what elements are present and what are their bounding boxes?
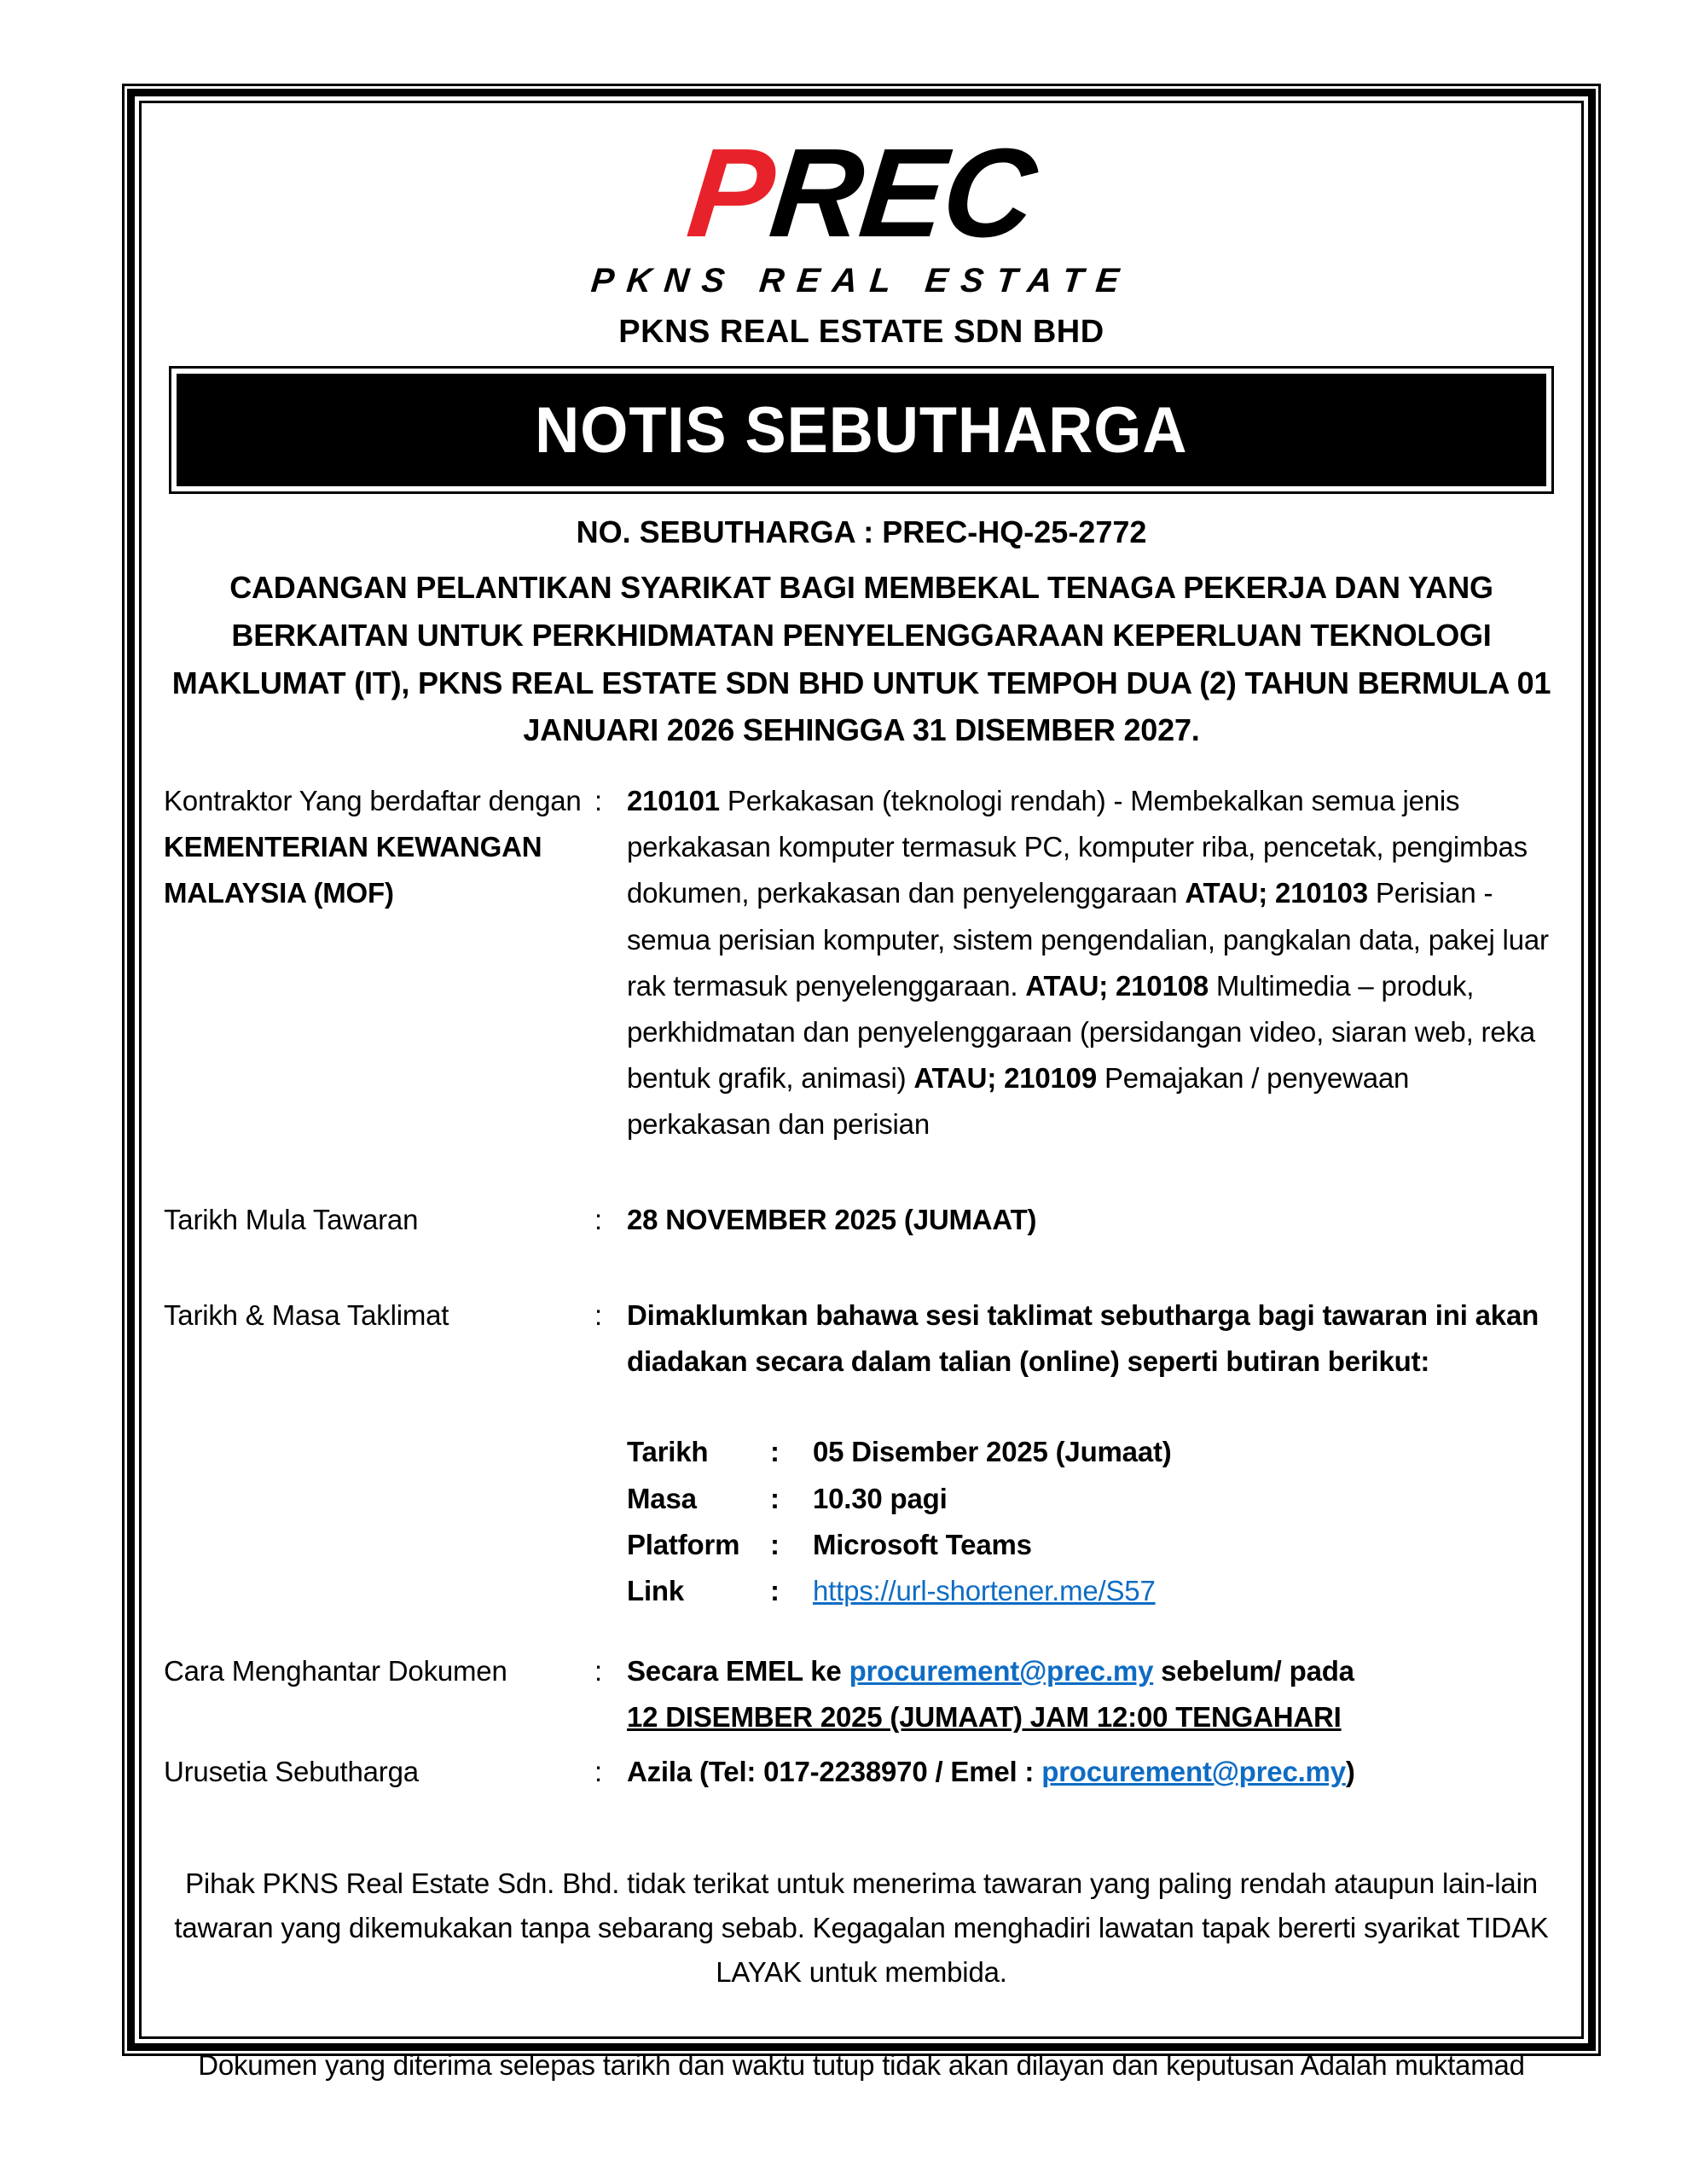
row-briefing-label: Tarikh & Masa Taklimat [164,1299,449,1332]
secretariat-pre-text: Azila (Tel: 017-2238970 / Emel : [627,1756,1042,1788]
briefing-link-label: Link [627,1574,685,1606]
row-briefing-value [627,1292,1559,1614]
briefing-date-label: Tarikh [627,1436,709,1468]
row-mof-registration [164,778,1559,1147]
row-secretariat [164,1749,1559,1795]
row-submission-colon: : [594,1654,602,1687]
briefing-platform-label: Platform [627,1528,740,1560]
row-submission-value [627,1648,1559,1740]
row-mof-label [164,778,594,1147]
briefing-time-value: 10.30 pagi [813,1482,948,1514]
banner-title: NOTIS SEBUTHARGA [535,393,1188,467]
mof-code-210109: ATAU; 210109 [913,1061,1097,1094]
mof-desc-4: Pemajakan / penyewaan perkakasan dan perisian [627,1061,1410,1140]
briefing-detail-link [627,1568,1559,1614]
row-secretariat-label: Urusetia Sebutharga [164,1756,419,1788]
row-secretariat-colon: : [594,1756,602,1788]
row-start-date-label: Tarikh Mula Tawaran [164,1204,419,1236]
prec-logo-letters-rec: REC [764,123,1041,264]
secretariat-post-text: ) [1345,1756,1355,1788]
notice-banner [169,366,1554,494]
row-start-date-value: 28 NOVEMBER 2025 (JUMAAT) [627,1204,1037,1236]
briefing-intro: Dimaklumkan bahawa sesi taklimat sebutharga bagi tawaran ini akan diadakan secara dalam talian (online) seperti butiran berikut: [627,1299,1539,1378]
briefing-date-colon: : [770,1436,780,1468]
row-mof-value [627,778,1559,1147]
mof-code-210103: ATAU; 210103 [1185,877,1368,909]
mof-desc-3: Multimedia – produk, perkhidmatan dan penyelenggaraan (persidangan video, siaran web, reka bentuk grafik, animasi) [627,969,1535,1094]
briefing-detail-date [627,1429,1559,1475]
subject-paragraph: CADANGAN PELANTIKAN SYARIKAT BAGI MEMBEKAL TENAGA PEKERJA DAN YANG BERKAITAN UNTUK PERKHIDMATAN PENYELENGGARAAN KEPERLUAN TEKNOLOGI MAKLUMAT (IT), PKNS REAL ESTATE SDN BHD UNTUK TEMPOH DUA (2) TAHUN BERMULA 01 JANUARI 2026 SEHINGGA 31 DISEMBER 2027. [171,570,1551,748]
briefing-platform-value: Microsoft Teams [813,1528,1032,1560]
briefing-detail-platform [627,1522,1559,1568]
row-secretariat-value [627,1749,1559,1795]
briefing-detail-time [627,1476,1559,1522]
briefing-time-label: Masa [627,1482,697,1514]
submission-post-text: sebelum/ pada [1153,1654,1354,1687]
quotation-ref-no: NO. SEBUTHARGA : PREC-HQ-25-2772 [576,514,1147,549]
briefing-time-colon: : [770,1482,780,1514]
procurement-email-link[interactable]: procurement@prec.my [849,1654,1154,1687]
page-frame [122,84,1601,2081]
prec-logo-wordmark [681,123,1041,264]
teams-meeting-link[interactable]: https://url-shortener.me/S57 [813,1574,1156,1606]
briefing-details [627,1429,1559,1613]
row-mof-colon: : [594,785,602,817]
submission-deadline: 12 DISEMBER 2025 (JUMAAT) JAM 12:00 TENGAHARI [627,1700,1342,1733]
submission-line-1 [627,1648,1559,1694]
row-mof-label-bold: KEMENTERIAN KEWANGAN MALAYSIA (MOF) [164,831,542,909]
row-start-date [164,1197,1559,1243]
briefing-link-cell [813,1568,1559,1614]
company-logo [164,123,1559,300]
mof-desc-1: Perkakasan (teknologi rendah) - Membekalkan semua jenis perkakasan komputer termasuk PC, komputer riba, pencetak, pengimbas dokumen, perkakasan dan penyelenggaraan [627,785,1528,909]
company-heading: PKNS REAL ESTATE SDN BHD [618,314,1104,350]
briefing-link-colon: : [770,1574,780,1606]
row-submission [164,1648,1559,1740]
mof-code-210101: 210101 [627,785,720,817]
row-submission-label: Cara Menghantar Dokumen [164,1654,507,1687]
info-table [164,778,1559,1795]
submission-pre-text: Secara EMEL ke [627,1654,849,1687]
prec-logo-letter-p: P [681,123,780,264]
secretariat-email-link[interactable]: procurement@prec.my [1041,1756,1346,1788]
mof-code-210108: ATAU; 210108 [1025,969,1209,1002]
mof-desc-2: Perisian - semua perisian komputer, sistem pengendalian, pangkalan data, pakej luar rak termasuk penyelenggaraan. [627,877,1549,1002]
closing-paragraph: Dokumen yang diterima selepas tarikh dan waktu tutup tidak akan dilayan dan keputusan Adalah muktamad [198,2048,1525,2081]
row-mof-label-plain: Kontraktor Yang berdaftar dengan [164,785,582,817]
row-start-date-colon: : [594,1204,602,1236]
page-frame-mid [127,89,1596,2081]
prec-logo-subtitle: PKNS REAL ESTATE [589,262,1134,299]
briefing-platform-colon: : [770,1528,780,1560]
disclaimer-paragraph: Pihak PKNS Real Estate Sdn. Bhd. tidak terikat untuk menerima tawaran yang paling rendah ataupun lain-lain tawaran yang dikemukakan tanpa sebarang sebab. Kegagalan menghadiri lawatan tapak bererti syarikat TIDAK LAYAK untuk membida. [174,1867,1549,1989]
briefing-date-value: 05 Disember 2025 (Jumaat) [813,1436,1172,1468]
row-briefing-colon: : [594,1299,602,1332]
row-briefing [164,1292,1559,1614]
page-frame-inner [139,101,1584,2081]
